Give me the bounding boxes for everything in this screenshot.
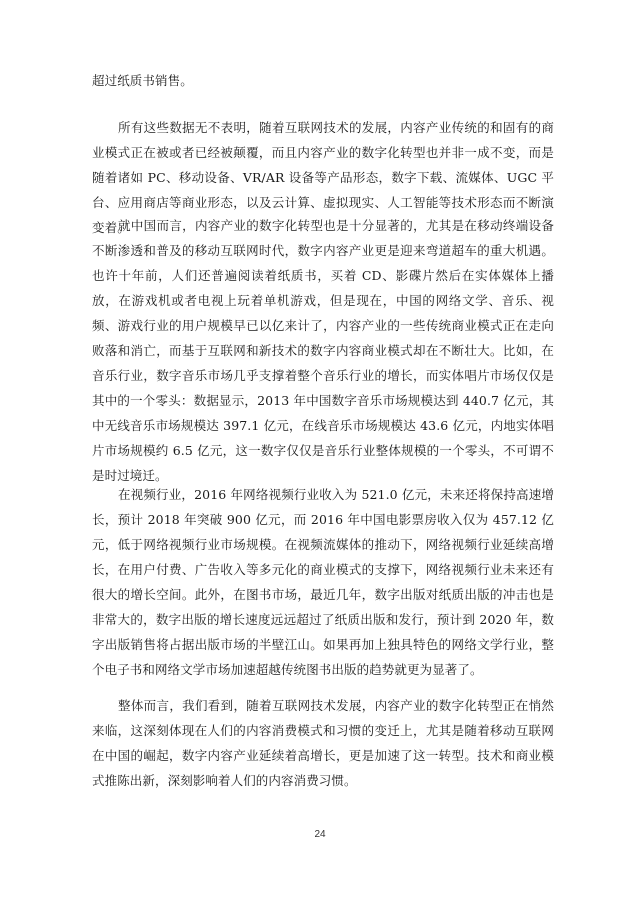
paragraph-3: 就中国而言，内容产业的数字化转型也是十分显著的，尤其是在移动终端设备不断渗透和普及的移动互联网时代，数字内容产业更是迎来弯道超车的重大机遇。也许十年前，人们还普遍阅读着纸质书，买着 CD、影碟片然后在实体媒体上播放，在游戏机或者电视上玩着单机游戏，但是现在，中国的网络文学、音乐、视频、游戏行业的用户规模早已以亿来计了，内容产业的一些传统商业模式正在走向败落和消亡，而基于互联网和新技术的数字内容商业模式却在不断壮大。比如，在音乐行业，数字音乐市场几乎支撑着整个音乐行业的增长，而实体唱片市场仅仅是其中的一个零头：数据显示，2013 年中国数字音乐市场规模达到 440.7 亿元，其中无线音乐市场规模达 397.1 亿元，在线音乐市场规模达 43.6 亿元，内地实体唱片市场规模约 6.5 亿元，这一数字仅仅是音乐行业整体规模的一个零头，不可谓不是时过境迁。 [92, 218, 554, 483]
paragraph-1: 超过纸质书销售。 [92, 73, 193, 88]
paragraph-2: 所有这些数据无不表明，随着互联网技术的发展，内容产业传统的和固有的商业模式正在被或者已经被颠覆，而且内容产业的数字化转型也并非一成不变，而是随着诸如 PC、移动设备、VR/AR 设备等产品形态，数字下载、流媒体、UGC 平台、应用商店等商业形态，以及云计算、虚拟现实、人工智能等技术形态而不断演变着。 [92, 120, 554, 235]
page-number: 24 [314, 829, 326, 840]
paragraph-5: 整体而言，我们看到，随着互联网技术发展，内容产业的数字化转型正在悄然来临，这深刻体现在人们的内容消费模式和习惯的变迁上，尤其是随着移动互联网在中国的崛起，数字内容产业延续着高增长，更是加速了这一转型。技术和商业模式推陈出新，深刻影响着人们的内容消费习惯。 [92, 698, 554, 788]
paragraph-4: 在视频行业，2016 年网络视频行业收入为 521.0 亿元，未来还将保持高速增长，预计 2018 年突破 900 亿元，而 2016 年中国电影票房收入仅为 457.12 亿元，低于网络视频行业市场规模。在视频流媒体的推动下，网络视频行业延续高增长，在用户付费、广告收入等多元化的商业模式的支撑下，网络视频行业未来还有很大的增长空间。此外，在图书市场，最近几年，数字出版对纸质出版的冲击也是非常大的，数字出版的增长速度远远超过了纸质出版和发行，预计到 2020 年，数字出版销售将占据出版市场的半壁江山。如果再加上独具特色的网络文学行业，整个电子书和网络文学市场加速超越传统图书出版的趋势就更为显著了。 [92, 487, 554, 677]
